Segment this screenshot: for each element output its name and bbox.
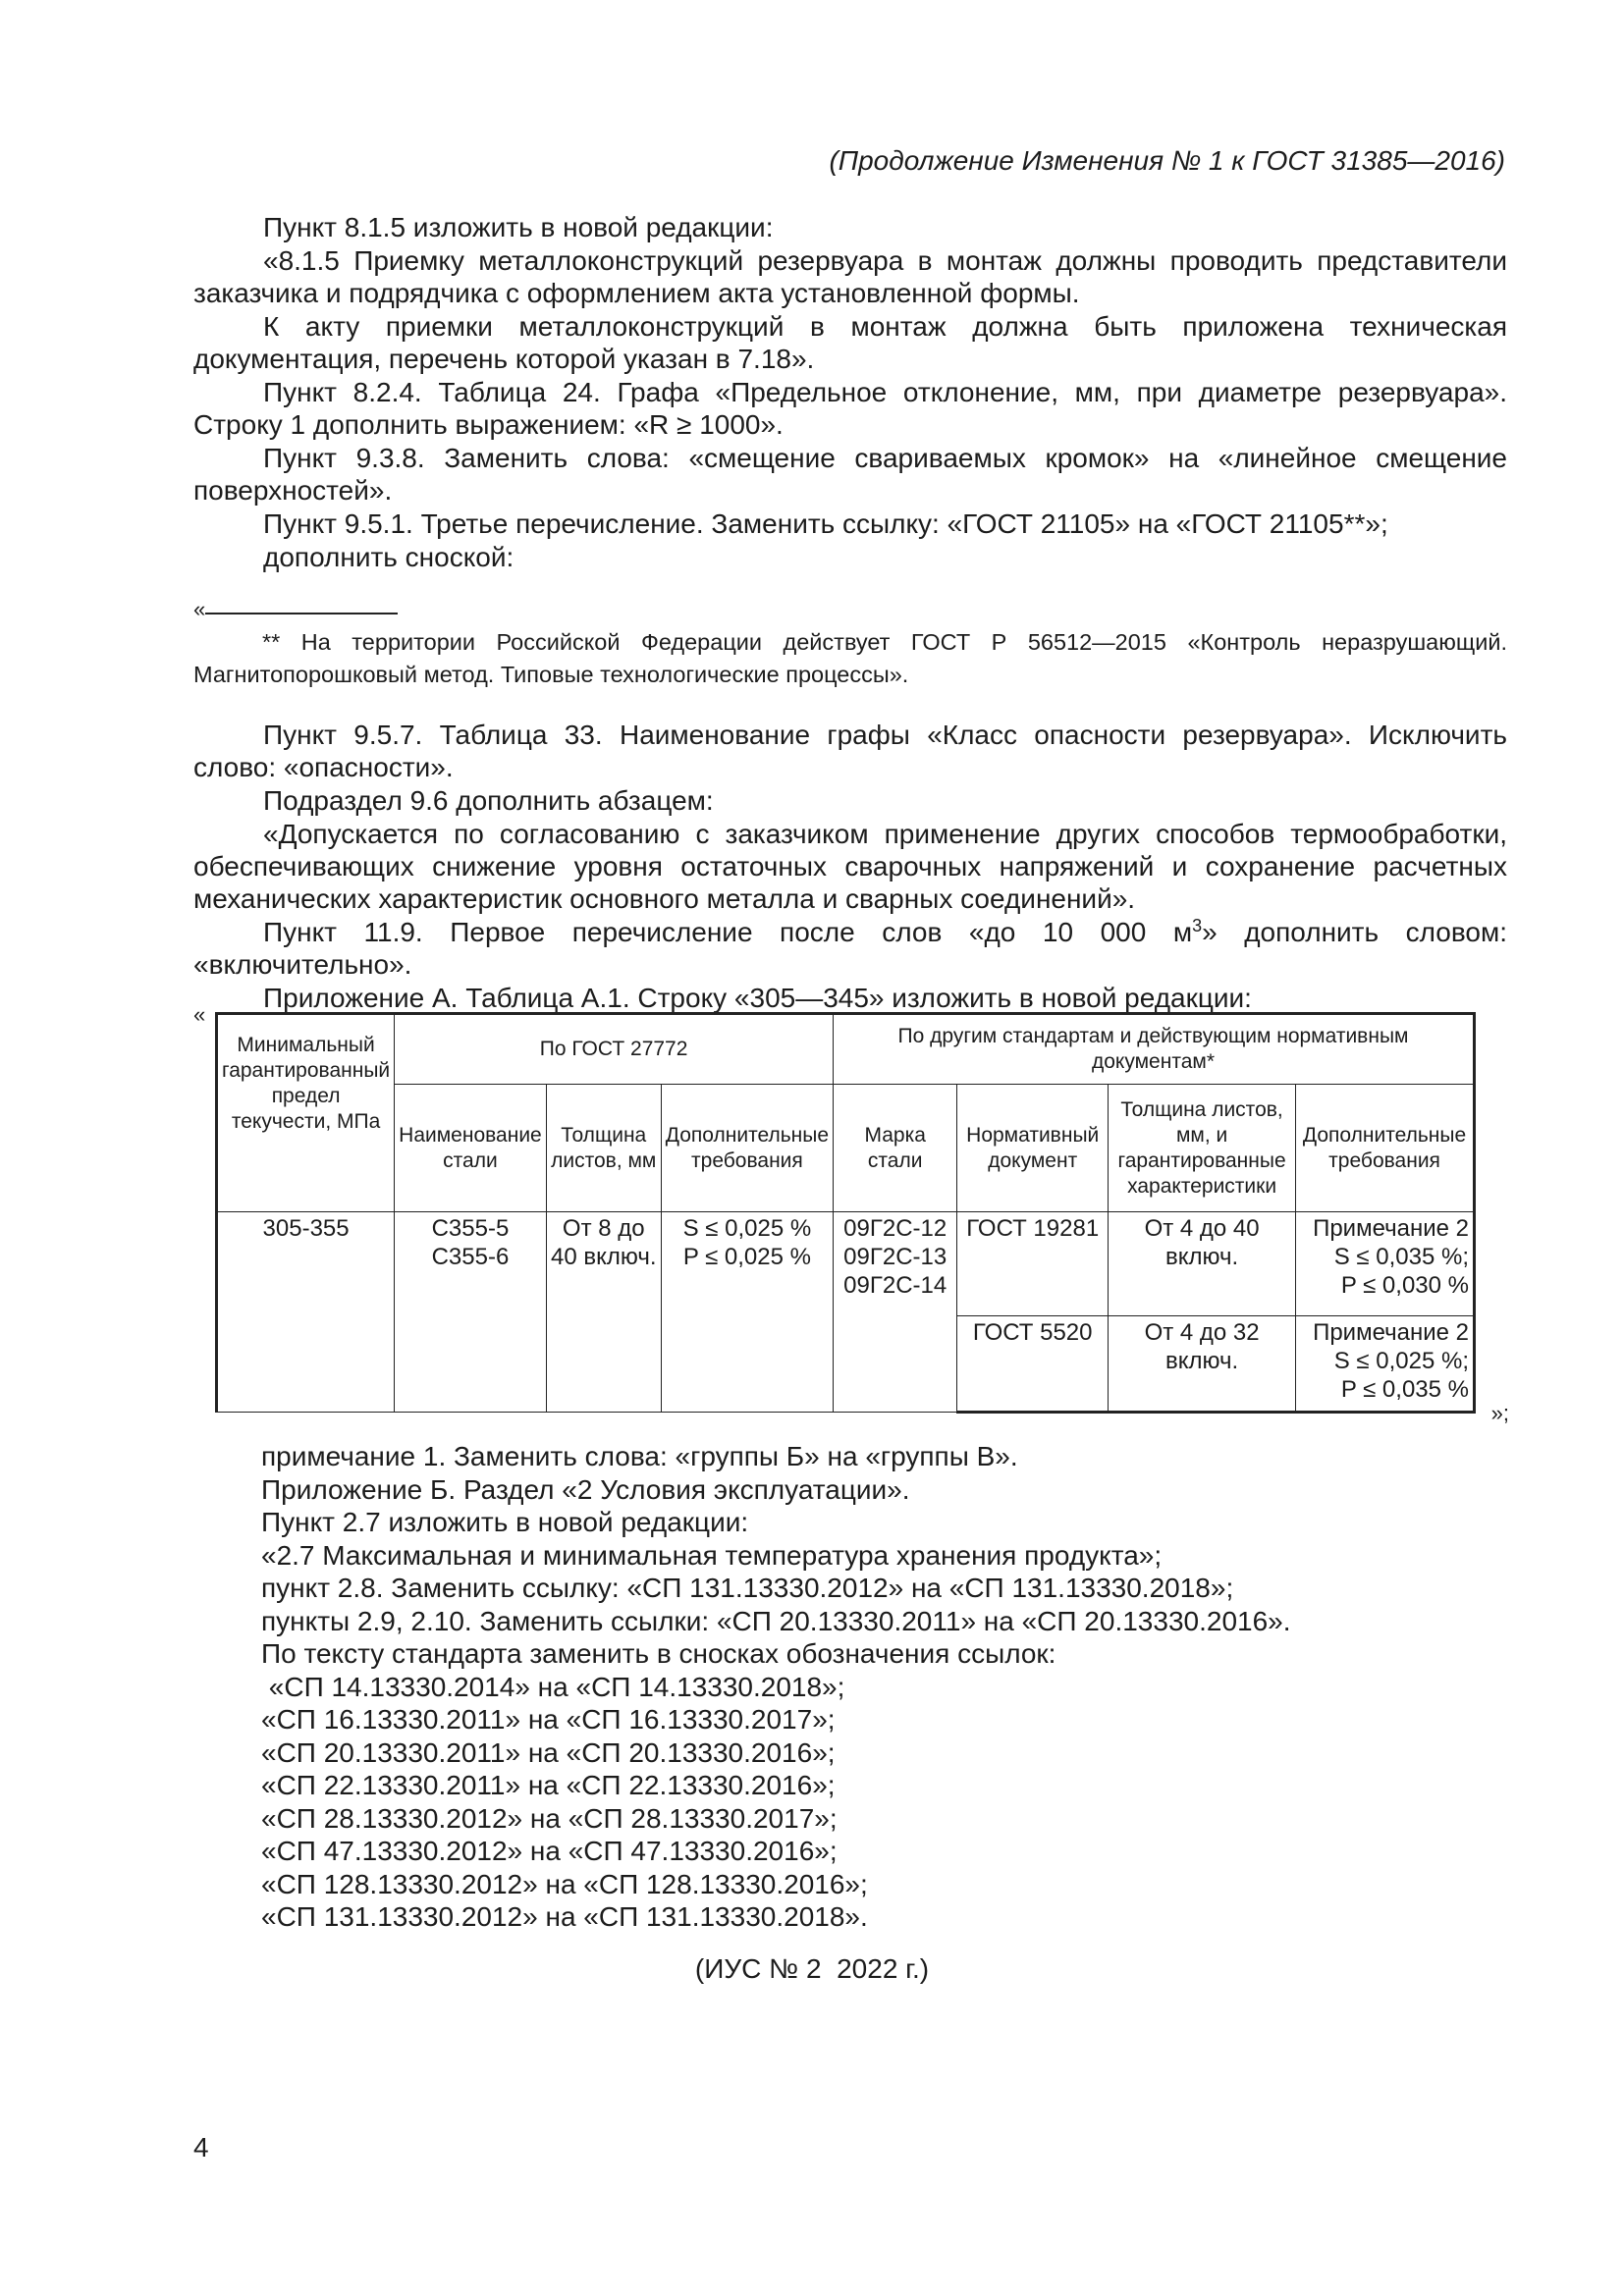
body-text	[193, 211, 1507, 1015]
table-open-quote: «	[193, 1002, 206, 1027]
cell-line: P ≤ 0,030 %	[1340, 1272, 1469, 1299]
paragraph: пункт 2.8. Заменить ссылку: «СП 131.13330.2012» на «СП 131.13330.2018»;	[261, 1573, 1234, 1603]
cell-line: включ.	[1165, 1348, 1239, 1374]
body-text-after-table	[261, 1441, 1508, 1935]
cell-yield	[217, 1212, 395, 1413]
paragraph: «СП 128.13330.2012» на «СП 128.13330.2016»;	[261, 1868, 868, 1899]
cell-doc-1	[957, 1212, 1109, 1316]
cell-thick-2	[1109, 1316, 1296, 1413]
cell-doc-2	[957, 1316, 1109, 1413]
paragraph-11-9	[193, 916, 1507, 981]
running-header: (Продолжение Изменения № 1 к ГОСТ 31385—2016)	[829, 145, 1505, 176]
cell-line: От 4 до 32	[1144, 1319, 1260, 1346]
cell-line: P ≤ 0,025 %	[682, 1244, 811, 1270]
cell-yield-text: 305-355	[262, 1215, 350, 1242]
footnote-rule	[205, 613, 398, 614]
paragraph: Пункт 9.3.8. Заменить слова: «смещение свариваемых кромок» на «линейное смещение поверхностей».	[193, 443, 1507, 506]
paragraph: «СП 16.13330.2011» на «СП 16.13330.2017»;	[261, 1704, 836, 1735]
paragraph: Пункт 8.1.5 изложить в новой редакции:	[263, 212, 774, 242]
cell-line: Примечание 2	[1313, 1319, 1469, 1346]
header-norm-doc: Нормативный документ	[957, 1085, 1109, 1212]
cell-line: 09Г2С-12	[843, 1215, 947, 1242]
paragraph: «8.1.5 Приемку металлоконструкций резервуара в монтаж должны проводить представители заказчика и подрядчика с оформлением акта установленной формы.	[193, 245, 1507, 308]
paragraph: Приложение Б. Раздел «2 Условия эксплуатации».	[261, 1473, 910, 1505]
cell-line: включ.	[1165, 1244, 1239, 1270]
paragraph: «2.7 Максимальная и минимальная температура хранения продукта»;	[261, 1539, 1163, 1571]
paragraph: пункты 2.9, 2.10. Заменить ссылки: «СП 20.13330.2011» на «СП 20.13330.2016».	[261, 1605, 1291, 1636]
header-steel-name: Наименование стали	[395, 1085, 547, 1212]
paragraph: К акту приемки металлоконструкций в монтаж должна быть приложена техническая документация, перечень которой указан в 7.18».	[193, 311, 1507, 374]
paragraph: «СП 14.13330.2014» на «СП 14.13330.2018»;	[261, 1671, 845, 1702]
footnote-open-quote: «	[193, 597, 206, 621]
p119-post: » дополнить словом: «включительно».	[193, 917, 1508, 980]
paragraph: дополнить сноской:	[263, 542, 514, 572]
header-thickness-guar: Толщина листов, мм, и гарантированные характеристики	[1109, 1085, 1296, 1212]
p119-pre: Пункт 11.9. Первое перечисление после слов «до 10 000 м	[263, 917, 1193, 947]
cell-line: P ≤ 0,035 %	[1340, 1376, 1469, 1403]
paragraph: Пункт 9.5.7. Таблица 33. Наименование графы «Класс опасности резервуара». Исключить слово: «опасности».	[193, 720, 1507, 782]
paragraph: По тексту стандарта заменить в сносках обозначения ссылок:	[261, 1638, 1056, 1669]
paragraph: «СП 131.13330.2012» на «СП 131.13330.2018».	[261, 1901, 868, 1932]
cell-grades	[834, 1212, 957, 1413]
paragraph: Приложение А. Таблица А.1. Строку «305—345» изложить в новой редакции:	[263, 983, 1252, 1013]
cell-thickness	[546, 1212, 661, 1413]
cell-line: Примечание 2	[1313, 1215, 1469, 1242]
paragraph: Пункт 9.5.1. Третье перечисление. Заменить ссылку: «ГОСТ 21105» на «ГОСТ 21105**»;	[263, 508, 1388, 539]
cell-line: С355-5	[431, 1215, 510, 1242]
cell-line: 09Г2С-13	[843, 1244, 947, 1270]
table-close-quote: »;	[1490, 1401, 1509, 1425]
cell-line: S ≤ 0,035 %;	[1333, 1244, 1469, 1270]
header-extra-req2: Дополнительные требования	[1296, 1085, 1475, 1212]
cell-steel	[395, 1212, 547, 1413]
cell-line: S ≤ 0,025 %;	[1333, 1348, 1469, 1374]
paragraph: Подраздел 9.6 дополнить абзацем:	[263, 785, 714, 816]
paragraph: «СП 22.13330.2011» на «СП 22.13330.2016»;	[261, 1770, 836, 1800]
cell-line: С355-6	[431, 1244, 510, 1270]
header-extra-req: Дополнительные требования	[661, 1085, 833, 1212]
footnote: ** На территории Российской Федерации действует ГОСТ Р 56512—2015 «Контроль неразрушающий. Магнитопорошковый метод. Типовые технологические процессы».	[193, 629, 1507, 687]
paragraph: «СП 28.13330.2012» на «СП 28.13330.2017»;	[261, 1802, 838, 1834]
page-number: 4	[193, 2132, 209, 2163]
table-a1	[215, 1012, 1476, 1414]
cell-line: От 4 до 40	[1144, 1215, 1260, 1242]
cell-line: 40 включ.	[550, 1244, 657, 1270]
paragraph: Пункт 8.2.4. Таблица 24. Графа «Предельное отклонение, мм, при диаметре резервуара». Строку 1 дополнить выражением: «R ≥ 1000».	[193, 377, 1507, 440]
cell-note-2	[1296, 1316, 1475, 1413]
cell-thick-1	[1109, 1212, 1296, 1316]
cell-req	[661, 1212, 833, 1413]
cell-line: 09Г2С-14	[843, 1272, 947, 1299]
header-gost-group: По ГОСТ 27772	[395, 1014, 834, 1085]
header-min-yield: Минимальный гарантированный предел текучести, МПа	[217, 1014, 395, 1212]
header-grade: Марка стали	[834, 1085, 957, 1212]
cell-line: От 8 до	[562, 1215, 645, 1242]
cell-line: S ≤ 0,025 %	[682, 1215, 812, 1242]
footnote-separator	[193, 597, 1507, 626]
paragraph: «СП 47.13330.2012» на «СП 47.13330.2016»;	[261, 1836, 838, 1866]
cell-line: ГОСТ 19281	[966, 1215, 1100, 1242]
p119-sup: 3	[1192, 916, 1203, 935]
paragraph: «Допускается по согласованию с заказчиком применение других способов термообработки, обеспечивающих снижение уровня остаточных сварочных напряжений и сохранение расчетных механических характеристик основного металла и сварных соединений».	[193, 819, 1507, 914]
header-thickness: Толщина листов, мм	[546, 1085, 661, 1212]
header-other-group: По другим стандартам и действующим нормативным документам*	[834, 1014, 1475, 1085]
paragraph: Пункт 2.7 изложить в новой редакции:	[261, 1507, 749, 1537]
ius-reference: (ИУС № 2 2022 г.)	[694, 1953, 930, 1984]
cell-line: ГОСТ 5520	[972, 1319, 1093, 1346]
cell-note-1	[1296, 1212, 1475, 1316]
paragraph: примечание 1. Заменить слова: «группы Б» на «группы В».	[261, 1441, 1018, 1471]
table-a1-block	[193, 1000, 1509, 1424]
paragraph: «СП 20.13330.2011» на «СП 20.13330.2016»;	[261, 1736, 836, 1768]
